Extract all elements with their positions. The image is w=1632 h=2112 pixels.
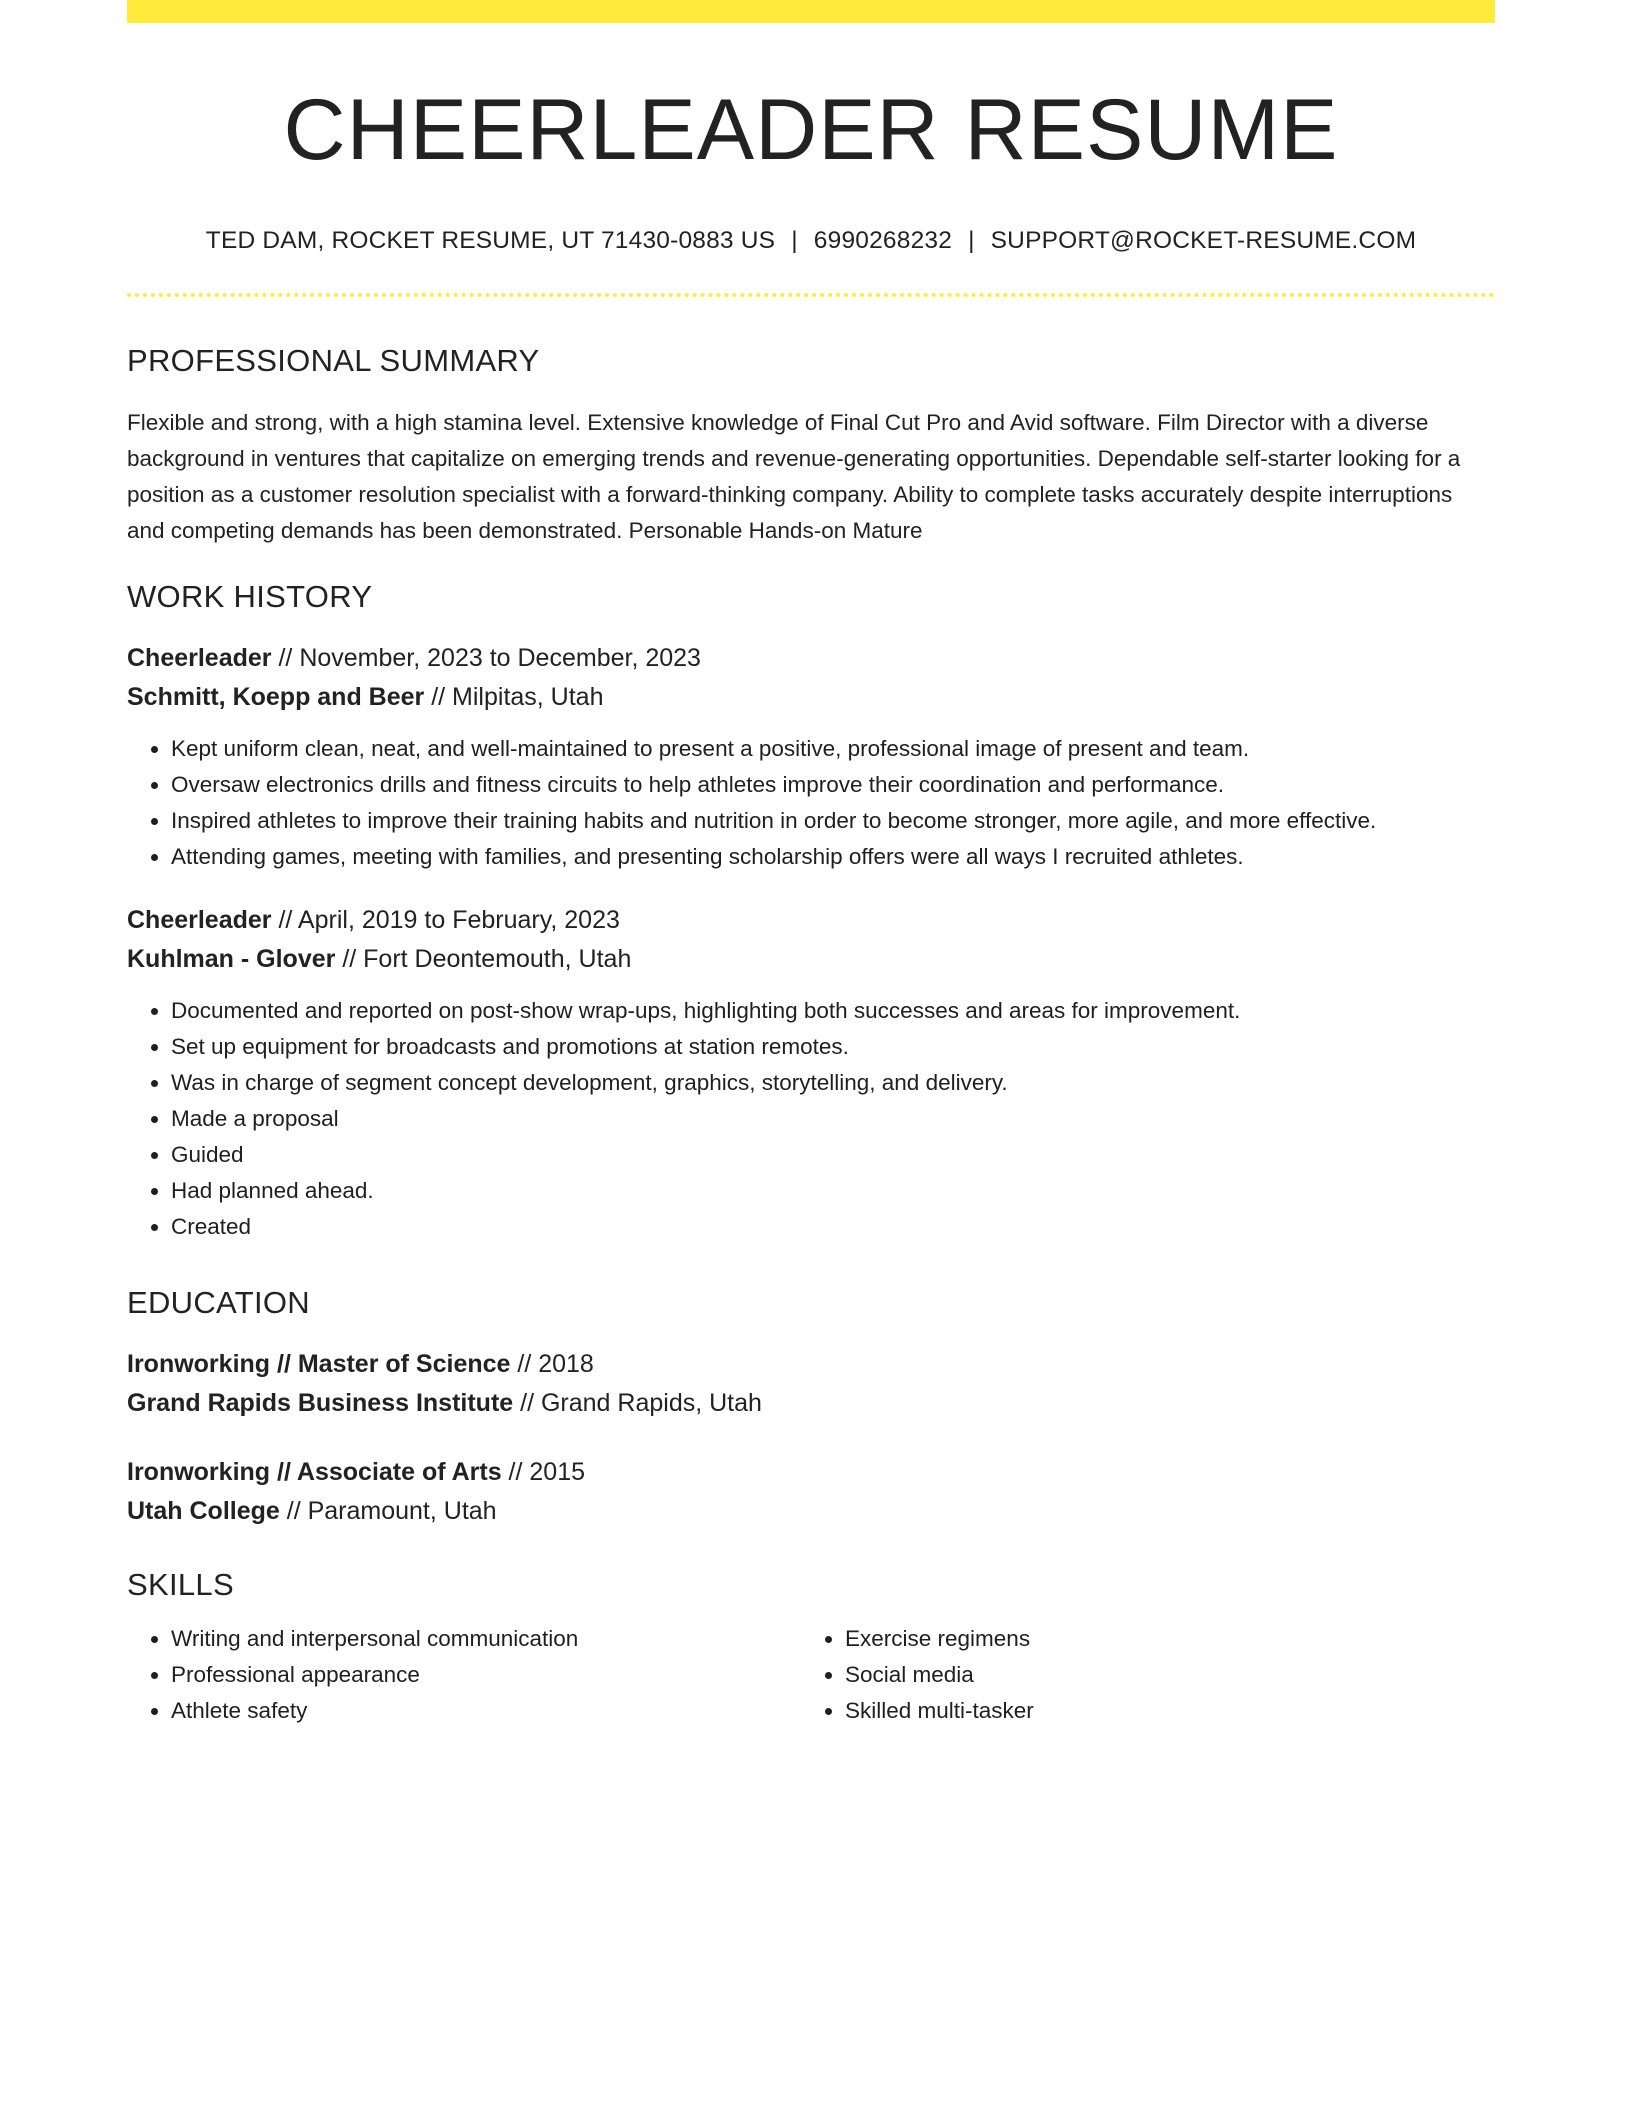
job-company: Schmitt, Koepp and Beer — [127, 683, 425, 711]
job-dates: // November, 2023 to December, 2023 — [271, 644, 701, 672]
school-name: Grand Rapids Business Institute — [127, 1389, 514, 1417]
education-entry — [127, 1345, 1495, 1423]
contact-line — [127, 227, 1495, 255]
skills-heading: SKILLS — [127, 1567, 234, 1602]
summary-heading: PROFESSIONAL SUMMARY — [127, 343, 540, 378]
list-item: • Guided — [171, 1137, 1495, 1173]
skills-columns — [127, 1621, 1495, 1729]
education-heading: EDUCATION — [127, 1285, 310, 1320]
job-location: // Fort Deontemouth, Utah — [335, 945, 632, 973]
dotted-divider — [127, 293, 1495, 297]
list-item: • Athlete safety — [171, 1693, 801, 1729]
school-line — [127, 1492, 1495, 1531]
list-item: • Set up equipment for broadcasts and promotions at station remotes. — [171, 1029, 1495, 1065]
contact-phone: 6990268232 — [813, 227, 953, 254]
list-item: • Had planned ahead. — [171, 1173, 1495, 1209]
list-item: • Inspired athletes to improve their training habits and nutrition in order to become stronger, more agile, and more effective. — [171, 803, 1495, 839]
skills-list-left — [127, 1621, 801, 1729]
contact-separator: | — [968, 227, 975, 254]
work-history-heading: WORK HISTORY — [127, 579, 373, 614]
job-entry — [127, 901, 1495, 1245]
job-title: Cheerleader — [127, 906, 272, 934]
list-item: • Created — [171, 1209, 1495, 1245]
school-line — [127, 1384, 1495, 1423]
list-item: • Made a proposal — [171, 1101, 1495, 1137]
job-company-line — [127, 678, 1495, 717]
school-location: // Grand Rapids, Utah — [513, 1389, 762, 1417]
list-item: • Writing and interpersonal communication — [171, 1621, 801, 1657]
list-item: • Was in charge of segment concept development, graphics, storytelling, and delivery. — [171, 1065, 1495, 1101]
list-item: • Professional appearance — [171, 1657, 801, 1693]
list-item: • Oversaw electronics drills and fitness circuits to help athletes improve their coordination and performance. — [171, 767, 1495, 803]
job-bullets — [127, 731, 1495, 875]
list-item: • Kept uniform clean, neat, and well-maintained to present a positive, professional image of present and team. — [171, 731, 1495, 767]
job-title-line — [127, 901, 1495, 940]
degree: Ironworking // Associate of Arts — [127, 1458, 502, 1486]
school-location: // Paramount, Utah — [279, 1497, 497, 1525]
degree-line — [127, 1453, 1495, 1492]
degree-line — [127, 1345, 1495, 1384]
job-company-line — [127, 940, 1495, 979]
job-dates: // April, 2019 to February, 2023 — [271, 906, 620, 934]
job-bullets — [127, 993, 1495, 1245]
list-item: • Skilled multi-tasker — [845, 1693, 1475, 1729]
list-item: • Documented and reported on post-show wrap-ups, highlighting both successes and areas for improvement. — [171, 993, 1495, 1029]
job-entry — [127, 639, 1495, 875]
job-company: Kuhlman - Glover — [127, 945, 336, 973]
school-name: Utah College — [127, 1497, 280, 1525]
degree-year: // 2015 — [501, 1458, 586, 1486]
contact-address: TED DAM, ROCKET RESUME, UT 71430-0883 US — [205, 227, 776, 254]
resume-content — [127, 0, 1495, 1729]
job-title-line — [127, 639, 1495, 678]
list-item: • Social media — [845, 1657, 1475, 1693]
list-item: • Attending games, meeting with families, and presenting scholarship offers were all ways I recruited athletes. — [171, 839, 1495, 875]
contact-separator: | — [791, 227, 798, 254]
contact-email: SUPPORT@ROCKET-RESUME.COM — [990, 227, 1417, 254]
resume-title: CHEERLEADER RESUME — [283, 82, 1339, 178]
summary-text: Flexible and strong, with a high stamina level. Extensive knowledge of Final Cut Pro and Avid software. Film Director with a diverse background in ventures that capitalize on emerging trends and revenue-generating opportunities. Dependable self-starter looking for a position as a customer resolution specialist with a forward-thinking company. Ability to complete tasks accurately despite interruptions and competing demands has been demonstrated. Personable Hands-on Mature — [127, 410, 1461, 543]
education-entry — [127, 1453, 1495, 1531]
degree-year: // 2018 — [510, 1350, 594, 1378]
degree: Ironworking // Master of Science — [127, 1350, 511, 1378]
job-title: Cheerleader — [127, 644, 272, 672]
skills-list-right — [801, 1621, 1475, 1729]
job-location: // Milpitas, Utah — [424, 683, 604, 711]
list-item: • Exercise regimens — [845, 1621, 1475, 1657]
